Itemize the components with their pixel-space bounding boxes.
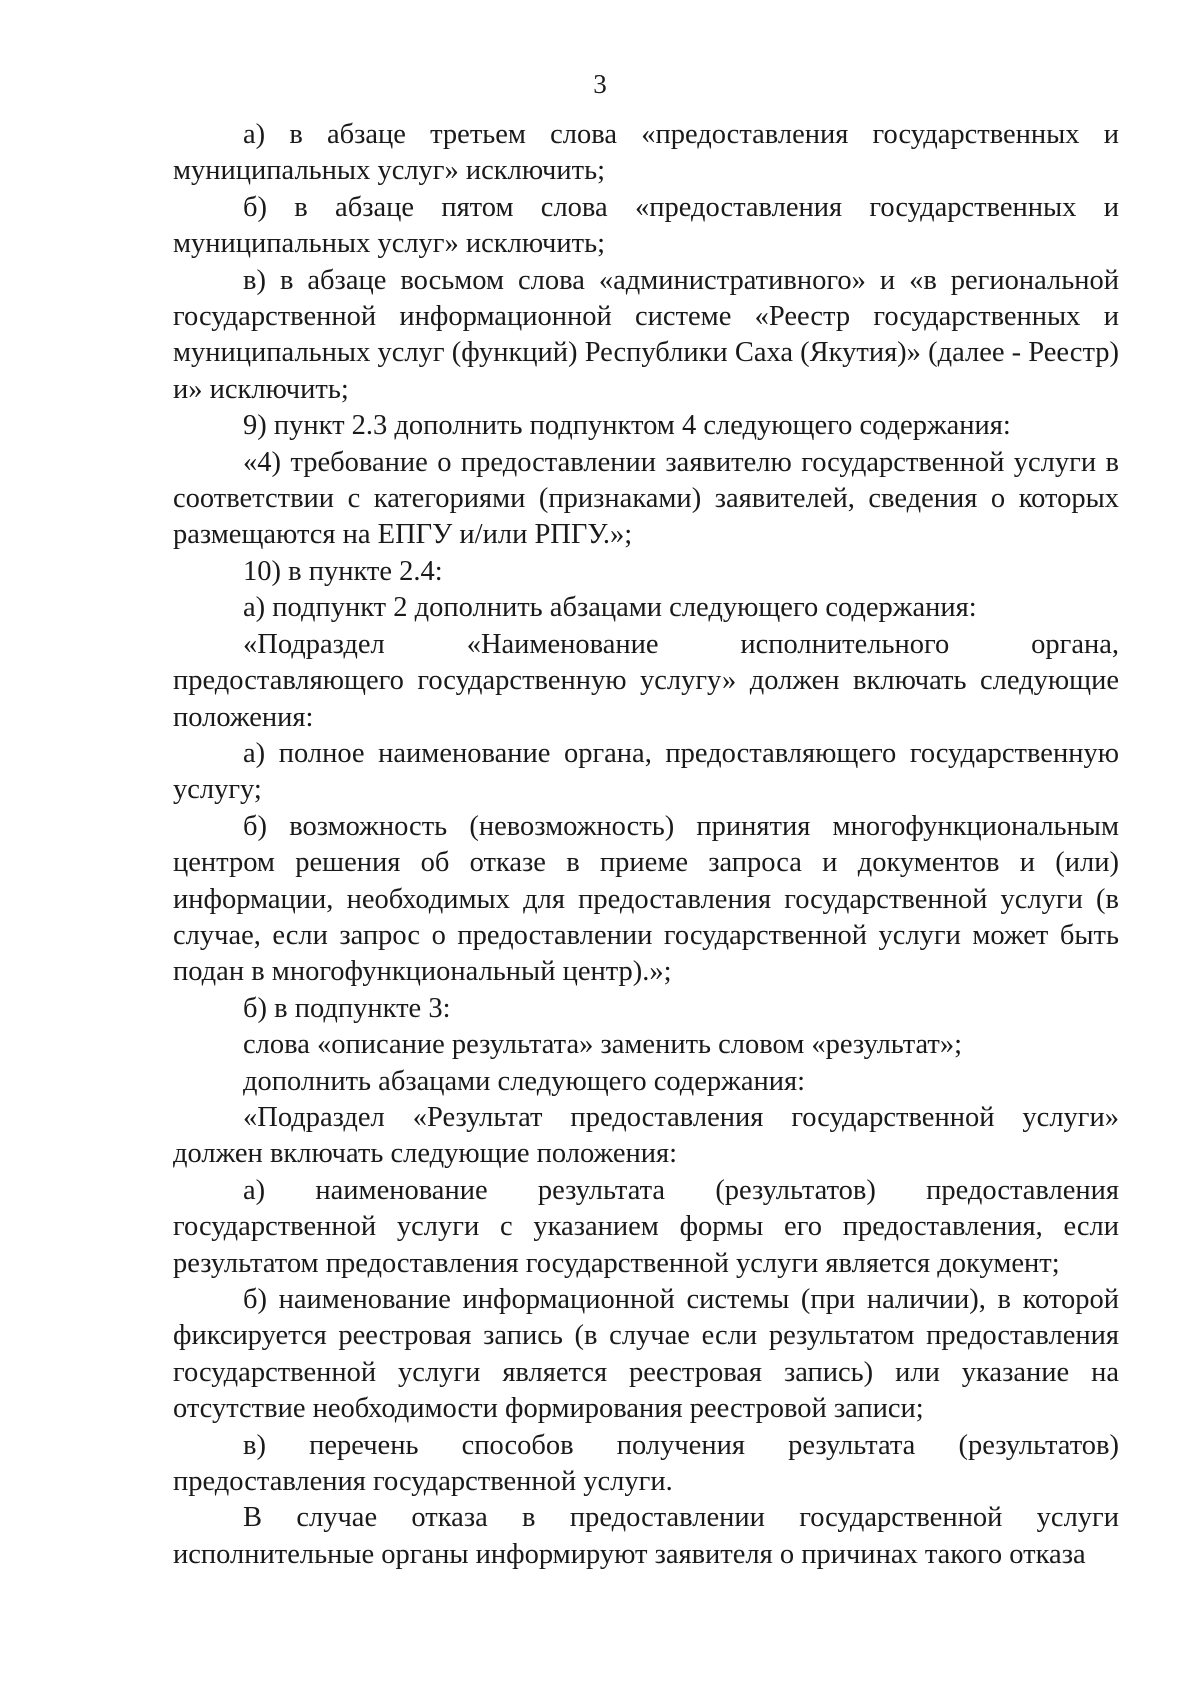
paragraph: «4) требование о предоставлении заявителю государственной услуги в соответствии с категориями (признаками) заявителей, сведения о которых размещаются на ЕПГУ и/или РПГУ.»; [173,446,1119,551]
paragraph: дополнить абзацами следующего содержания: [243,1065,806,1097]
paragraph: б) возможность (невозможность) принятия многофункциональным центром решения об отказе в приеме запроса и документов и (или) информации, необходимых для предоставления государственной услуги (в случае, если запрос о предоставлении государственной услуги может быть подан в многофункциональный центр).»; [173,810,1119,988]
paragraph: в) перечень способов получения результата (результатов) предоставления государственной услуги. [173,1429,1119,1498]
paragraph: б) в подпункте 3: [243,992,451,1024]
paragraph: а) в абзаце третьем слова «предоставления государственных и муниципальных услуг» исключить; [173,119,1119,187]
document-body [173,117,1119,1573]
paragraph: в) в абзаце восьмом слова «административного» и «в региональной государственной информационной системе «Реестр государственных и муниципальных услуг (функций) Республики Саха (Якутия)» (далее - Реестр) и» исключить; [173,264,1119,405]
paragraph: а) полное наименование органа, предоставляющего государственную услугу; [173,737,1119,806]
paragraph: В случае отказа в предоставлении государственной услуги исполнительные органы информируют заявителя о причинах такого отказа [173,1502,1119,1570]
paragraph: а) подпункт 2 дополнить абзацами следующего содержания: [243,592,977,624]
paragraph: 10) в пункте 2.4: [243,555,443,587]
paragraph: б) в абзаце пятом слова «предоставления государственных и муниципальных услуг» исключить; [173,191,1119,260]
paragraph: «Подраздел «Наименование исполнительного органа, предоставляющего государственную услугу» должен включать следующие положения: [173,628,1119,733]
paragraph: 9) пункт 2.3 дополнить подпунктом 4 следующего содержания: [243,410,1011,442]
page-number: 3 [593,69,607,99]
paragraph: б) наименование информационной системы (при наличии), в которой фиксируется реестровая запись (в случае если результатом предоставления государственной услуги является реестровая запись) или указание на отсутствие необходимости формирования реестровой записи; [173,1284,1119,1425]
paragraph: а) наименование результата (результатов) предоставления государственной услуги с указанием формы его предоставления, если результатом предоставления государственной услуги является документ; [173,1174,1119,1279]
paragraph: «Подраздел «Результат предоставления государственной услуги» должен включать следующие положения: [173,1101,1119,1170]
paragraph: слова «описание результата» заменить словом «результат»; [243,1029,963,1061]
